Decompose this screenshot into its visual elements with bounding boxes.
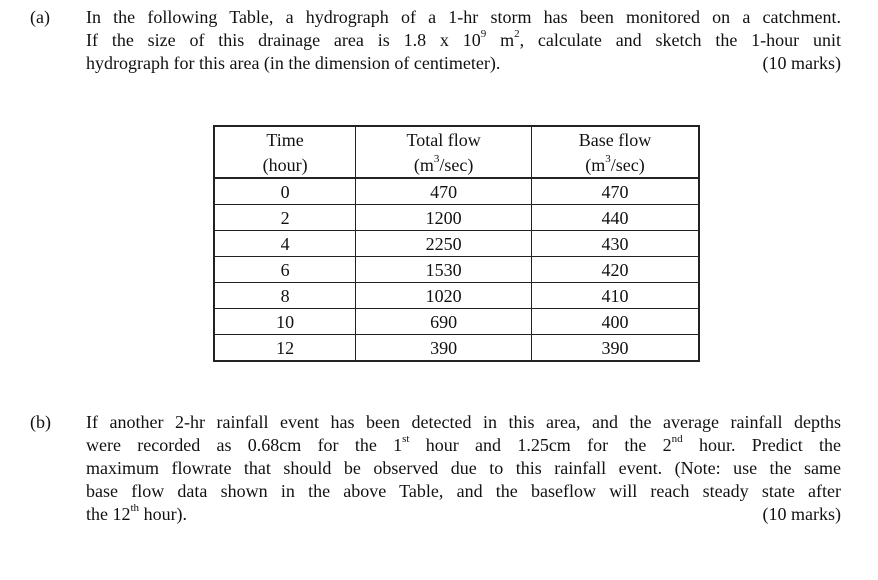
part-a-line-3: hydrograph for this area (in the dimension of centimeter). (10 marks) [86, 53, 841, 73]
cell-time: 4 [214, 231, 356, 257]
cell-time: 12 [214, 335, 356, 362]
part-b-line-2: were recorded as 0.68cm for the 1st hour and 1.25cm for the 2nd hour. Predict the [86, 433, 841, 455]
table-row [214, 178, 699, 205]
cell-base-flow: 470 [532, 178, 700, 205]
part-a-line-2: If the size of this drainage area is 1.8 x $10^9$ $m^2$, calculate and sketch the 1-hour unit [86, 28, 841, 50]
header-time-unit: (hour) [214, 152, 356, 178]
table-row [214, 335, 699, 362]
part-b-marks: (10 marks) [762, 504, 841, 524]
cell-time: 6 [214, 257, 356, 283]
header-time: Time [214, 126, 356, 152]
hydrograph-table [213, 125, 700, 362]
header-total-flow-unit: $(m^3/\sec)$ [356, 152, 532, 178]
cell-total-flow: 1530 [356, 257, 532, 283]
header-base-flow-unit: $(m^3/\sec)$ [532, 152, 700, 178]
part-a-text [86, 6, 841, 75]
table-row [214, 257, 699, 283]
cell-base-flow: 440 [532, 205, 700, 231]
cell-total-flow: 470 [356, 178, 532, 205]
cell-time: 2 [214, 205, 356, 231]
header-base-flow: Base flow [532, 126, 700, 152]
part-a-label: (a) [30, 7, 50, 27]
cell-base-flow: 400 [532, 309, 700, 335]
part-b-line-1: If another 2-hr rainfall event has been detected in this area, and the average rainfall depths [86, 412, 841, 432]
table-row [214, 205, 699, 231]
cell-base-flow: 410 [532, 283, 700, 309]
header-total-flow: Total flow [356, 126, 532, 152]
cell-total-flow: 2250 [356, 231, 532, 257]
cell-total-flow: 1200 [356, 205, 532, 231]
table-row [214, 231, 699, 257]
cell-total-flow: 690 [356, 309, 532, 335]
cell-total-flow: 1020 [356, 283, 532, 309]
part-a-marks: (10 marks) [762, 53, 841, 73]
part-b-text [86, 411, 841, 526]
part-a-line-1: In the following Table, a hydrograph of a 1-hr storm has been monitored on a catchment. [86, 7, 841, 27]
cell-time: 8 [214, 283, 356, 309]
cell-total-flow: 390 [356, 335, 532, 362]
part-b-line-4: base flow data shown in the above Table, and the baseflow will reach steady state after [86, 481, 841, 501]
part-b-line-3: maximum flowrate that should be observed due to this rainfall event. (Note: use the same [86, 458, 841, 478]
cell-base-flow: 430 [532, 231, 700, 257]
part-b-label: (b) [30, 412, 51, 432]
table-row [214, 283, 699, 309]
table-row [214, 309, 699, 335]
cell-base-flow: 420 [532, 257, 700, 283]
cell-time: 0 [214, 178, 356, 205]
part-b-line-5: the 12th hour). (10 marks) [86, 502, 841, 524]
cell-base-flow: 390 [532, 335, 700, 362]
cell-time: 10 [214, 309, 356, 335]
